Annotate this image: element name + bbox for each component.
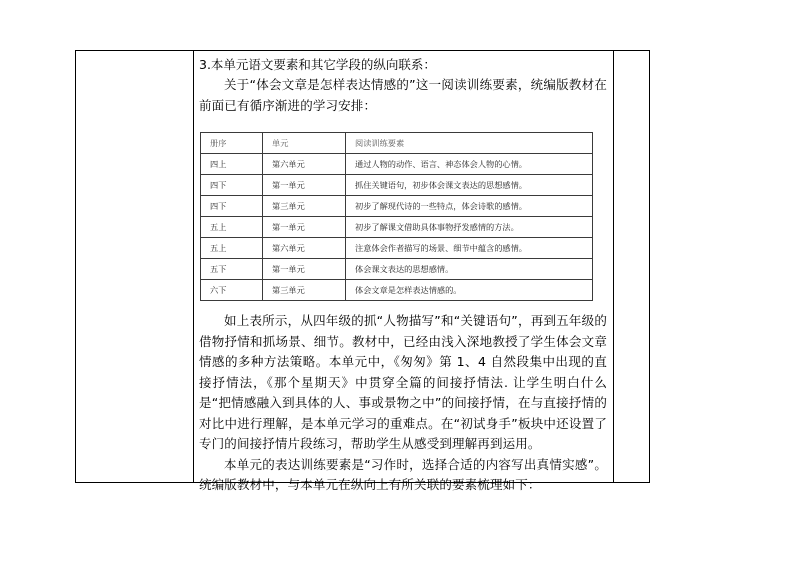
cell-unit: 第三单元 [263,280,346,301]
cell-element: 体会文章是怎样表达情感的。 [346,280,593,301]
cell-volume: 四下 [201,196,263,217]
cell-unit: 第一单元 [263,175,346,196]
intro-paragraph: 关于“体会文章是怎样表达情感的”这一阅读训练要素，统编版教材在前面已有循序渐进的学习安排： [199,77,607,113]
table-row [201,196,593,217]
column-divider-right [613,50,614,483]
cell-unit: 第一单元 [263,217,346,238]
cell-element: 体会课文表达的思想感情。 [346,259,593,280]
table-row [201,217,593,238]
main-cell-content [199,55,607,496]
cell-element: 通过人物的动作、语言、神态体会人物的心情。 [346,154,593,175]
table-row [201,154,593,175]
cell-element: 初步了解课文借助具体事物抒发感情的方法。 [346,217,593,238]
cell-volume: 四下 [201,175,263,196]
expression-paragraph: 本单元的表达训练要素是“习作时，选择合适的内容写出真情实感”。统编版教材中，与本单元在纵向上有所关联的要素梳理如下： [199,456,607,492]
table-row [201,280,593,301]
cell-volume: 五下 [201,259,263,280]
table-header-row [201,133,593,154]
table-row [201,259,593,280]
cell-volume: 四上 [201,154,263,175]
cell-unit: 第六单元 [263,154,346,175]
table-row [201,238,593,259]
section-heading: 3.本单元语文要素和其它学段的纵向联系： [199,57,436,72]
cell-element: 初步了解现代诗的一些特点，体会诗歌的感情。 [346,196,593,217]
cell-element: 注意体会作者描写的场景、细节中蕴含的感情。 [346,238,593,259]
header-volume: 册序 [201,133,263,154]
cell-unit: 第一单元 [263,259,346,280]
cell-element: 抓住关键语句，初步体会课文表达的思想感情。 [346,175,593,196]
table-row [201,175,593,196]
cell-volume: 六下 [201,280,263,301]
analysis-paragraph: 如上表所示，从四年级的抓“人物描写”和“关键语句”，再到五年级的借物抒情和抓场景、细节。教材中，已经由浅入深地教授了学生体会文章情感的多种方法策略。本单元中，《匆匆》第 1、4 自然段集中出现的直接抒情法，《那个星期天》中贯穿全篇的间接抒情法. 让学生明白什么是“把情感融入到具体的人、事或景物之中”的间接抒情，在与直接抒情的对比中进行理解，是本单元学习的重难点。在“初试身手”板块中还设置了专门的间接抒情片段练习，帮助学生从感受到理解再到运用。 [199,313,607,451]
cell-volume: 五上 [201,217,263,238]
cell-unit: 第六单元 [263,238,346,259]
cell-unit: 第三单元 [263,196,346,217]
header-element: 阅读训练要素 [346,133,593,154]
reading-elements-table [200,132,593,301]
header-unit: 单元 [263,133,346,154]
column-divider-left [193,50,194,483]
cell-volume: 五上 [201,238,263,259]
